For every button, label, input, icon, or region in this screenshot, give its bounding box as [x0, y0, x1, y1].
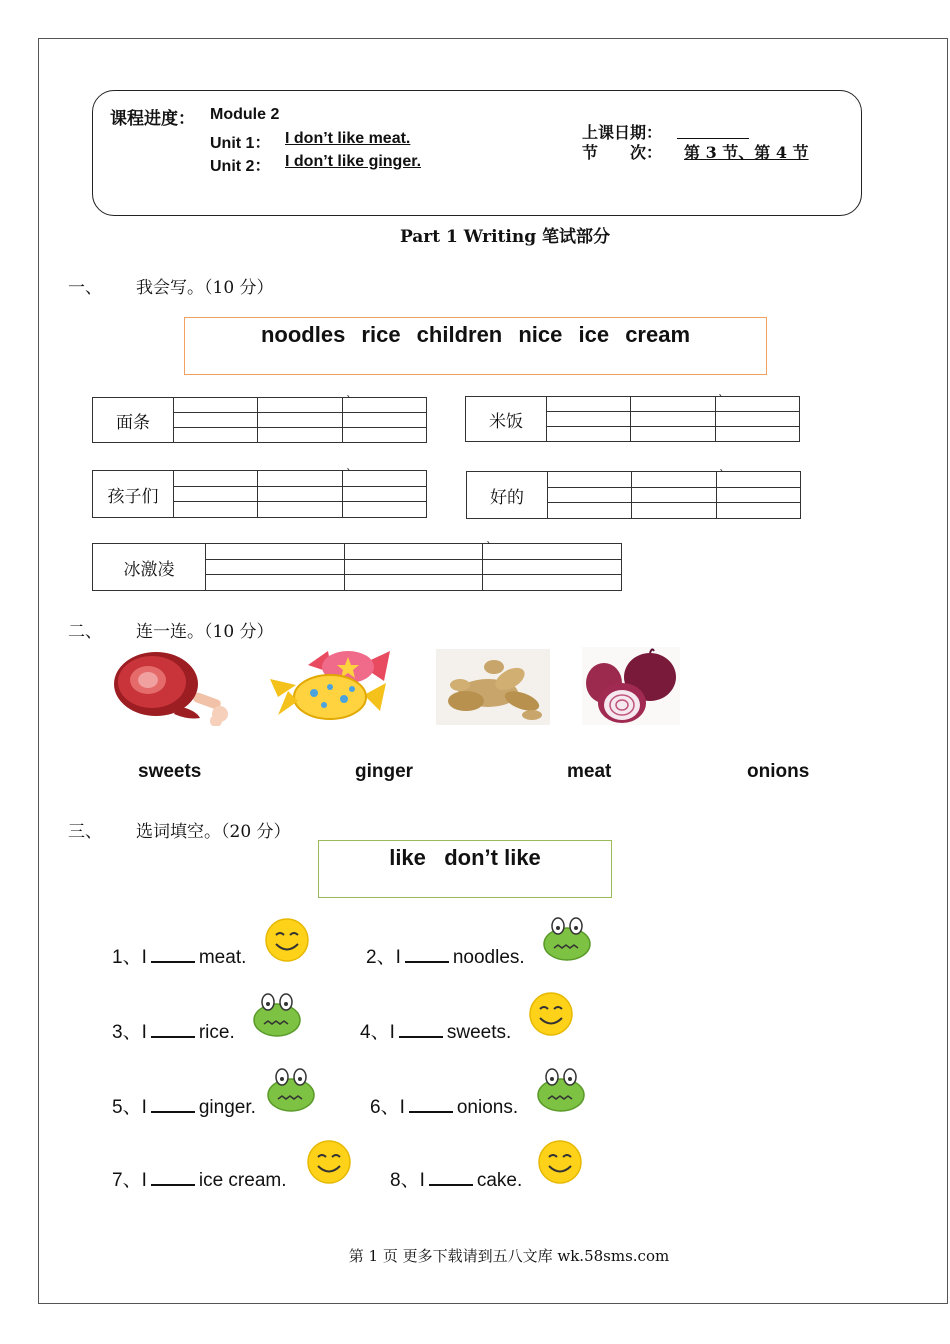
sentence-8: 8、I cake. [390, 1170, 523, 1191]
frown-face-icon [536, 1065, 586, 1113]
write-cell[interactable] [342, 428, 426, 443]
section1-title: 我会写。（10 分） [136, 278, 274, 298]
write-cell[interactable] [258, 428, 342, 443]
write-cell[interactable] [258, 471, 342, 487]
date-blank [677, 138, 749, 139]
write-cell[interactable] [483, 575, 622, 591]
write-cell[interactable] [716, 503, 800, 519]
write-cell[interactable] [716, 487, 800, 503]
write-table-noodles [92, 397, 427, 443]
unit1-label: Unit 1： [210, 135, 271, 152]
write-cell[interactable] [206, 575, 345, 591]
write-cell[interactable] [632, 472, 716, 488]
unit1-title: I don’t like meat. [285, 130, 411, 147]
write-cell[interactable] [344, 544, 483, 560]
write-table-rice [465, 396, 800, 442]
section1-number: 一、 [68, 278, 102, 298]
write-cell[interactable] [174, 502, 258, 518]
write-cell[interactable] [174, 428, 258, 443]
write-cell[interactable] [258, 413, 342, 428]
write-cell[interactable] [174, 413, 258, 428]
word-bank-2-text: like don’t like [389, 845, 541, 870]
write-cell[interactable] [548, 472, 632, 488]
write-cell[interactable] [344, 575, 483, 591]
write-cell[interactable] [631, 397, 715, 412]
write-cell[interactable] [342, 502, 426, 518]
item-label: 好的 [467, 472, 548, 519]
write-cell[interactable] [547, 397, 631, 412]
word-bank-2 [318, 840, 612, 898]
write-cell[interactable] [258, 502, 342, 518]
answer-blank[interactable] [399, 1034, 443, 1038]
write-cell[interactable] [342, 486, 426, 502]
answer-blank[interactable] [151, 959, 195, 963]
write-cell[interactable] [206, 544, 345, 560]
write-cell[interactable] [258, 398, 342, 413]
ginger-image [436, 649, 550, 725]
write-cell[interactable] [632, 487, 716, 503]
sentence-2: 2、I noodles. [366, 947, 525, 968]
onions-image [582, 647, 680, 725]
frown-face-icon [542, 914, 592, 962]
answer-blank[interactable] [151, 1182, 195, 1186]
write-cell[interactable] [342, 413, 426, 428]
tick-mark: ` [718, 393, 724, 407]
unit2-title: I don’t like ginger. [285, 153, 422, 170]
unit2-label: Unit 2： [210, 158, 271, 175]
tick-mark: ` [346, 467, 352, 481]
item-label: 孩子们 [93, 471, 174, 518]
write-cell[interactable] [547, 412, 631, 427]
date-label: 上课日期： [582, 123, 663, 142]
frown-face-icon [252, 990, 302, 1038]
sentence-1: 1、I meat. [112, 947, 247, 968]
answer-blank[interactable] [151, 1109, 195, 1113]
match-word-ginger: ginger [355, 761, 414, 782]
write-cell[interactable] [258, 486, 342, 502]
meat-image [108, 648, 228, 726]
section3-title: 选词填空。（20 分） [136, 822, 291, 842]
smile-face-icon [306, 1139, 352, 1185]
write-cell[interactable] [715, 412, 799, 427]
sentence-3: 3、I rice. [112, 1022, 235, 1043]
write-table-nice [466, 471, 801, 519]
tick-mark: ` [346, 394, 352, 408]
section2-title: 连一连。（10 分） [136, 622, 274, 642]
progress-label: 课程进度： [110, 109, 195, 129]
word-bank-1-text: noodles rice children nice ice cream [260, 322, 691, 347]
write-cell[interactable] [548, 503, 632, 519]
write-cell[interactable] [206, 559, 345, 575]
write-cell[interactable] [548, 487, 632, 503]
write-cell[interactable] [631, 412, 715, 427]
section3-number: 三、 [68, 822, 102, 842]
write-table-children [92, 470, 427, 518]
sentence-6: 6、I onions. [370, 1097, 519, 1118]
smile-face-icon [264, 917, 310, 963]
write-cell[interactable] [631, 427, 715, 442]
write-cell[interactable] [715, 397, 799, 412]
answer-blank[interactable] [151, 1034, 195, 1038]
sentence-5: 5、I ginger. [112, 1097, 256, 1118]
write-cell[interactable] [547, 427, 631, 442]
page-footer: 第 1 页 更多下载请到五八文库 wk.58sms.com [348, 1247, 670, 1265]
write-cell[interactable] [483, 559, 622, 575]
answer-blank[interactable] [409, 1109, 453, 1113]
section2-number: 二、 [68, 622, 102, 642]
write-cell[interactable] [342, 398, 426, 413]
write-cell[interactable] [344, 559, 483, 575]
frown-face-icon [266, 1065, 316, 1113]
write-cell[interactable] [342, 471, 426, 487]
write-table-ice-cream [92, 543, 622, 591]
tick-mark: ` [719, 468, 725, 482]
smile-face-icon [537, 1139, 583, 1185]
module-label: Module 2 [210, 106, 280, 123]
item-label: 米饭 [466, 397, 547, 442]
write-cell[interactable] [632, 503, 716, 519]
write-cell[interactable] [715, 427, 799, 442]
sentence-4: 4、I sweets. [360, 1022, 512, 1043]
write-cell[interactable] [174, 486, 258, 502]
tick-mark: ` [486, 540, 492, 554]
item-label: 冰激凌 [93, 544, 206, 591]
word-bank-1 [184, 317, 767, 375]
sweets-image [268, 645, 396, 723]
answer-blank[interactable] [429, 1182, 473, 1186]
answer-blank[interactable] [405, 959, 449, 963]
sentence-7: 7、I ice cream. [112, 1170, 287, 1191]
smile-face-icon [528, 991, 574, 1037]
match-word-meat: meat [567, 761, 612, 782]
part-title: Part 1 Writing 笔试部分 [399, 227, 611, 247]
match-word-onions: onions [747, 761, 810, 782]
write-cell[interactable] [174, 471, 258, 487]
period-label: 节 次： [582, 143, 663, 162]
item-label: 面条 [93, 398, 174, 443]
period-value: 第 3 节、第 4 节 [684, 143, 809, 162]
write-cell[interactable] [483, 544, 622, 560]
write-cell[interactable] [174, 398, 258, 413]
write-cell[interactable] [716, 472, 800, 488]
match-word-sweets: sweets [138, 761, 202, 782]
